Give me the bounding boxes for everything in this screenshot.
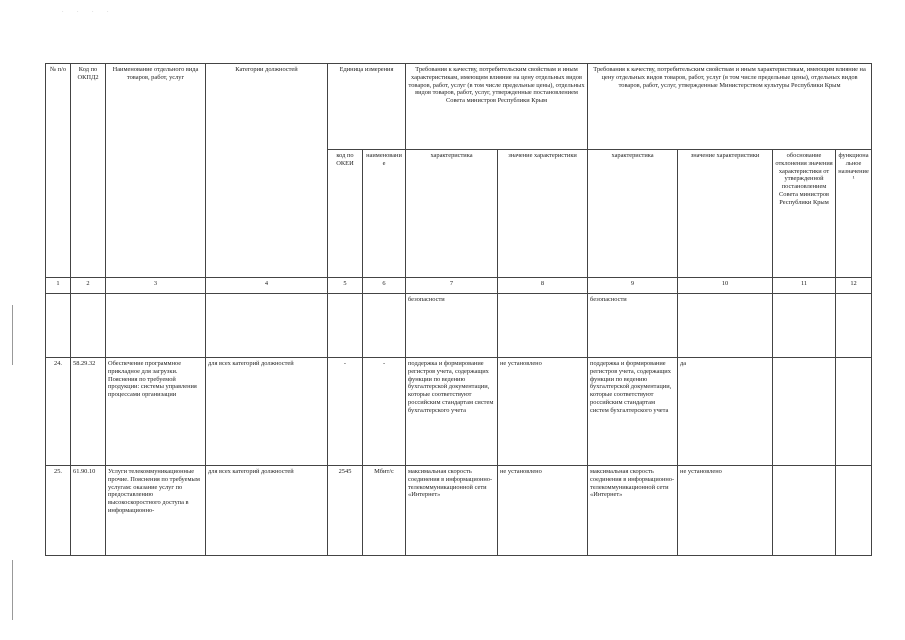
header-req-ministry: Требования к качеству, потребительским свойствам и иным характеристикам, имеющим влияние на цену отдельных видов товаров, работ, услуг (в том числе предельные цены), отдельных видов товаров, работ, услуг, утвержденные Министерством культуры Республики Крым — [588, 64, 872, 150]
cell-category: для всех категорий должностей — [206, 466, 328, 556]
table-row — [46, 466, 872, 556]
header-row-1 — [46, 64, 872, 150]
cell-justification — [773, 466, 836, 556]
header-unit: Единица измерения — [328, 64, 406, 150]
cell-unit-name: Мбит/с — [363, 466, 406, 556]
cell-val1: не установлено — [498, 466, 588, 556]
cell-num: 25. — [46, 466, 71, 556]
cell-function — [836, 466, 872, 556]
header-okei: код по ОКЕИ — [328, 150, 363, 278]
col-number: 2 — [71, 278, 106, 294]
cell-unit-name: - — [363, 358, 406, 466]
table-row — [46, 358, 872, 466]
cell-val2: не установлено — [678, 466, 773, 556]
cell-char2: поддержка и формирование регистров учета, содержащих функции по ведению бухгалтерской документации, которые соответствуют российским стандартам систем бухгалтерского учета — [588, 358, 678, 466]
cell-function — [836, 358, 872, 466]
col-number: 12 — [836, 278, 872, 294]
col-number: 5 — [328, 278, 363, 294]
scan-noise: . . . . — [62, 8, 115, 14]
cell-char2: максимальная скорость соединения в информационно-телекоммуникационной сети «Интернет» — [588, 466, 678, 556]
col-number: 3 — [106, 278, 206, 294]
cell-category: для всех категорий должностей — [206, 358, 328, 466]
scan-edge-mark — [12, 560, 13, 620]
header-justification: обоснование отклонения значения характеристики от утвержденной постановлением Совета министров Республики Крым — [773, 150, 836, 278]
header-req-council: Требования к качеству, потребительским свойствам и иным характеристикам, имеющим влияние на цену отдельных видов товаров, работ, услуг (в том числе предельные цены), отдельных видов товаров, работ, услуг, утвержденные постановлением Совета министров Республики Крым — [406, 64, 588, 150]
header-num: № п/о — [46, 64, 71, 278]
cell-char2: безопасности — [588, 294, 678, 358]
cell-okpd: 58.29.32 — [71, 358, 106, 466]
col-number: 1 — [46, 278, 71, 294]
header-val1: значение характеристики — [498, 150, 588, 278]
col-number: 9 — [588, 278, 678, 294]
cell-name: Обеспечение программное прикладное для загрузки. Пояснения по требуемой продукции: системы управления процессами организации — [106, 358, 206, 466]
header-char1: характеристика — [406, 150, 498, 278]
header-char2: характеристика — [588, 150, 678, 278]
col-number: 6 — [363, 278, 406, 294]
cell-num: 24. — [46, 358, 71, 466]
cell-char1: безопасности — [406, 294, 498, 358]
cell-val1: не установлено — [498, 358, 588, 466]
col-number: 7 — [406, 278, 498, 294]
cell-char1: поддержка и формирование регистров учета, содержащих функции по ведению бухгалтерской документации, которые соответствуют российским стандартам систем бухгалтерского учета — [406, 358, 498, 466]
scan-edge-mark — [12, 305, 13, 365]
continuation-row — [46, 294, 872, 358]
header-category: Категории должностей — [206, 64, 328, 278]
header-function: функциональное назначение¹ — [836, 150, 872, 278]
cell-justification — [773, 358, 836, 466]
col-number: 8 — [498, 278, 588, 294]
header-name: Наименование отдельного вида товаров, работ, услуг — [106, 64, 206, 278]
cell-okpd: 61.90.10 — [71, 466, 106, 556]
header-unit-name: наименование — [363, 150, 406, 278]
cell-okei: 2545 — [328, 466, 363, 556]
cell-char1: максимальная скорость соединения в информационно-телекоммуникационной сети «Интернет» — [406, 466, 498, 556]
column-number-row — [46, 278, 872, 294]
col-number: 10 — [678, 278, 773, 294]
col-number: 11 — [773, 278, 836, 294]
col-number: 4 — [206, 278, 328, 294]
requirements-table — [45, 63, 872, 556]
cell-name: Услуги телекоммуникационные прочие. Пояснения по требуемым услугам: оказание услуг по предоставлению высокоскоростного доступа в информационно- — [106, 466, 206, 556]
cell-val2: да — [678, 358, 773, 466]
header-okpd: Код по ОКПД2 — [71, 64, 106, 278]
header-val2: значение характеристики — [678, 150, 773, 278]
cell-okei: - — [328, 358, 363, 466]
